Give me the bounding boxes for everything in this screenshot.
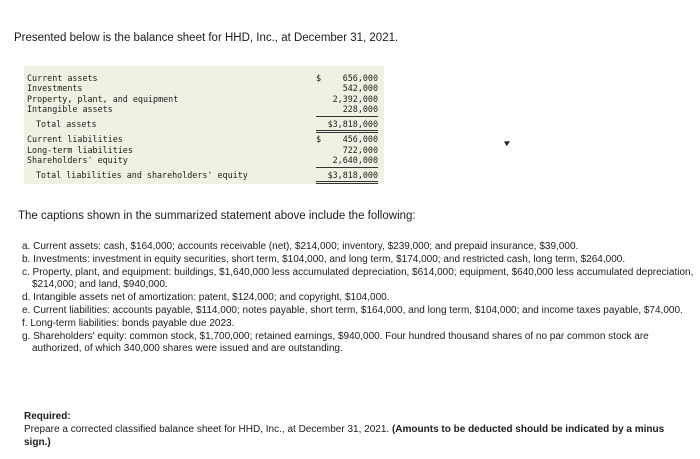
bs-row-total-liabilities-equity [24, 170, 384, 181]
notes-list [22, 241, 694, 356]
note-item: b. Investments: investment in equity securities, short term, $104,000, and long term, $174,000; and restricted cash, long term, $264,000. [22, 253, 626, 265]
bs-amount [316, 155, 378, 165]
cursor-arrow-icon: ► [501, 135, 514, 149]
bs-amount [316, 104, 378, 114]
bs-label: Current assets [27, 73, 98, 83]
bs-amount-value: 542,000 [342, 83, 378, 93]
bs-label: Intangible assets [27, 104, 113, 114]
required-text: Prepare a corrected classified balance sheet for HHD, Inc., at December 31, 2021. [24, 423, 390, 435]
bs-label: Long-term liabilities [27, 145, 133, 155]
subtotal-rule [316, 116, 378, 117]
bs-row-intangibles [24, 104, 384, 115]
bs-amount-value: 2,392,000 [332, 94, 378, 104]
bs-amount-value: $3,818,000 [327, 170, 378, 180]
intro-text: Presented below is the balance sheet for HHD, Inc., at December 31, 2021. [14, 32, 399, 44]
required-section [24, 411, 692, 449]
captions-intro: The captions shown in the summarized statement above include the following: [18, 210, 416, 222]
bs-label: Current liabilities [27, 134, 123, 144]
bs-amount [316, 145, 378, 155]
balance-sheet [24, 66, 384, 184]
required-heading: Required: [24, 411, 71, 422]
required-emphasis: (Amounts to be deducted should be indicated by a minus sign.) [24, 423, 665, 448]
bs-currency: $ [316, 134, 322, 144]
bs-amount-value: 228,000 [342, 104, 378, 114]
note-item: e. Current liabilities: accounts payable, $114,000; notes payable, short term, $164,000, and long term, $104,000; and income taxes payable, $74,000. [22, 304, 683, 316]
total-double-rule [316, 130, 378, 133]
bs-amount-value: 456,000 [342, 134, 378, 144]
bs-amount [316, 170, 378, 180]
bs-row-total-assets [24, 119, 384, 130]
bs-amount [316, 94, 378, 104]
bs-amount-value: 2,640,000 [332, 155, 378, 165]
note-item: a. Current assets: cash, $164,000; accounts receivable (net), $214,000; inventory, $239,000; and prepaid insurance, $39,000. [22, 241, 579, 252]
subtotal-rule [316, 167, 378, 168]
bs-amount [316, 119, 378, 129]
note-item: c. Property, plant, and equipment: buildings, $1,640,000 less accumulated depreciation, $614,000; equipment, $640,000 less accumulated depreciation, $214,000; and land, $940,000. [22, 266, 694, 291]
bs-amount-value: $3,818,000 [327, 119, 378, 129]
note-item: g. Shareholders' equity: common stock, $1,700,000; retained earnings, $940,000. Four hundred thousand shares of no par common stock are authorized, of which 340,000 shares were issued and are outstanding. [22, 330, 649, 355]
note-item: d. Intangible assets net of amortization: patent, $124,000; and copyright, $104,000. [22, 292, 390, 304]
bs-label: Total assets [36, 119, 97, 129]
bs-label: Property, plant, and equipment [27, 94, 179, 104]
bs-row-current-liabilities [24, 134, 384, 145]
total-double-rule [316, 181, 378, 184]
bs-amount [316, 134, 378, 144]
bs-label: Shareholders' equity [27, 155, 128, 165]
bs-row-investments [24, 83, 384, 94]
bs-row-shareholders-equity [24, 155, 384, 166]
bs-currency: $ [316, 73, 322, 83]
bs-amount [316, 73, 378, 83]
bs-label: Investments [27, 83, 83, 93]
bs-label: Total liabilities and shareholders' equity [36, 170, 248, 180]
bs-amount-value: 722,000 [342, 145, 378, 155]
bs-amount [316, 83, 378, 93]
bs-amount-value: 656,000 [342, 73, 378, 83]
note-item: f. Long-term liabilities: bonds payable due 2023. [22, 317, 235, 329]
